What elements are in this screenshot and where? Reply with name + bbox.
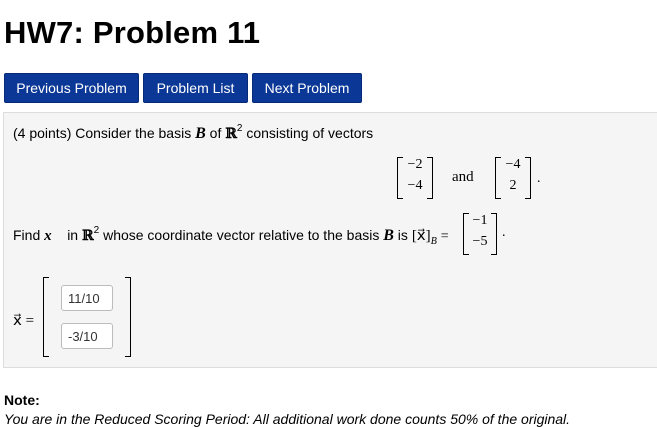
problem-statement-line1 bbox=[13, 125, 373, 143]
answer-entry-2[interactable] bbox=[61, 323, 113, 349]
space-exponent-2: 2 bbox=[93, 225, 100, 237]
previous-problem-button[interactable]: Previous Problem bbox=[4, 73, 139, 103]
note-heading: Note: bbox=[4, 392, 40, 408]
real-space-symbol: ℝ bbox=[225, 126, 237, 142]
basis-vector-1-entry: −4 bbox=[407, 178, 423, 193]
basis-vector-2-entry: −4 bbox=[505, 157, 521, 172]
coordinate-vector-entry: −1 bbox=[472, 213, 488, 228]
x-vector-symbol: x⃗ bbox=[44, 228, 64, 244]
basis-vector-2-entry: 2 bbox=[509, 178, 517, 193]
find-text: Find bbox=[13, 227, 41, 243]
whose-text: whose coordinate vector relative to the basis bbox=[103, 227, 380, 243]
problem-navigation bbox=[4, 73, 362, 103]
coordinate-subscript: B bbox=[430, 236, 437, 247]
basis-vector-1-entry: −2 bbox=[407, 157, 423, 172]
page-title: HW7: Problem 11 bbox=[4, 15, 261, 50]
equals-sign: = bbox=[440, 229, 449, 244]
is-text: is bbox=[397, 227, 408, 243]
consisting-text: consisting of vectors bbox=[246, 125, 374, 141]
coordinate-lhs: $[x⃗]_B$ bbox=[411, 228, 437, 247]
in-text: in bbox=[67, 227, 79, 243]
next-problem-button[interactable]: Next Problem bbox=[252, 73, 362, 103]
basis-symbol: B bbox=[195, 125, 206, 142]
basis-vector-2 bbox=[495, 157, 531, 199]
basis-symbol-2: B bbox=[383, 227, 394, 244]
note-text: You are in the Reduced Scoring Period: All additional work done counts 50% of the original. bbox=[4, 411, 571, 427]
real-space-symbol-2: ℝ bbox=[81, 228, 94, 244]
problem-statement-line2 bbox=[13, 226, 449, 247]
sentence-period-2: . bbox=[502, 225, 506, 240]
basis-vector-1 bbox=[397, 157, 433, 199]
answer-lhs: x⃗ = bbox=[13, 313, 35, 329]
and-text: and bbox=[452, 169, 474, 185]
sentence-period: . bbox=[537, 171, 541, 186]
answer-entry-1[interactable] bbox=[61, 285, 113, 311]
space-exponent: 2 bbox=[236, 123, 243, 135]
problem-panel bbox=[3, 112, 657, 368]
of-text: of bbox=[209, 125, 222, 141]
problem-list-button[interactable]: Problem List bbox=[143, 73, 248, 103]
coordinate-vector-entry: −5 bbox=[472, 234, 488, 249]
points-intro: (4 points) Consider the basis bbox=[13, 125, 192, 141]
coordinate-vector bbox=[463, 213, 497, 255]
